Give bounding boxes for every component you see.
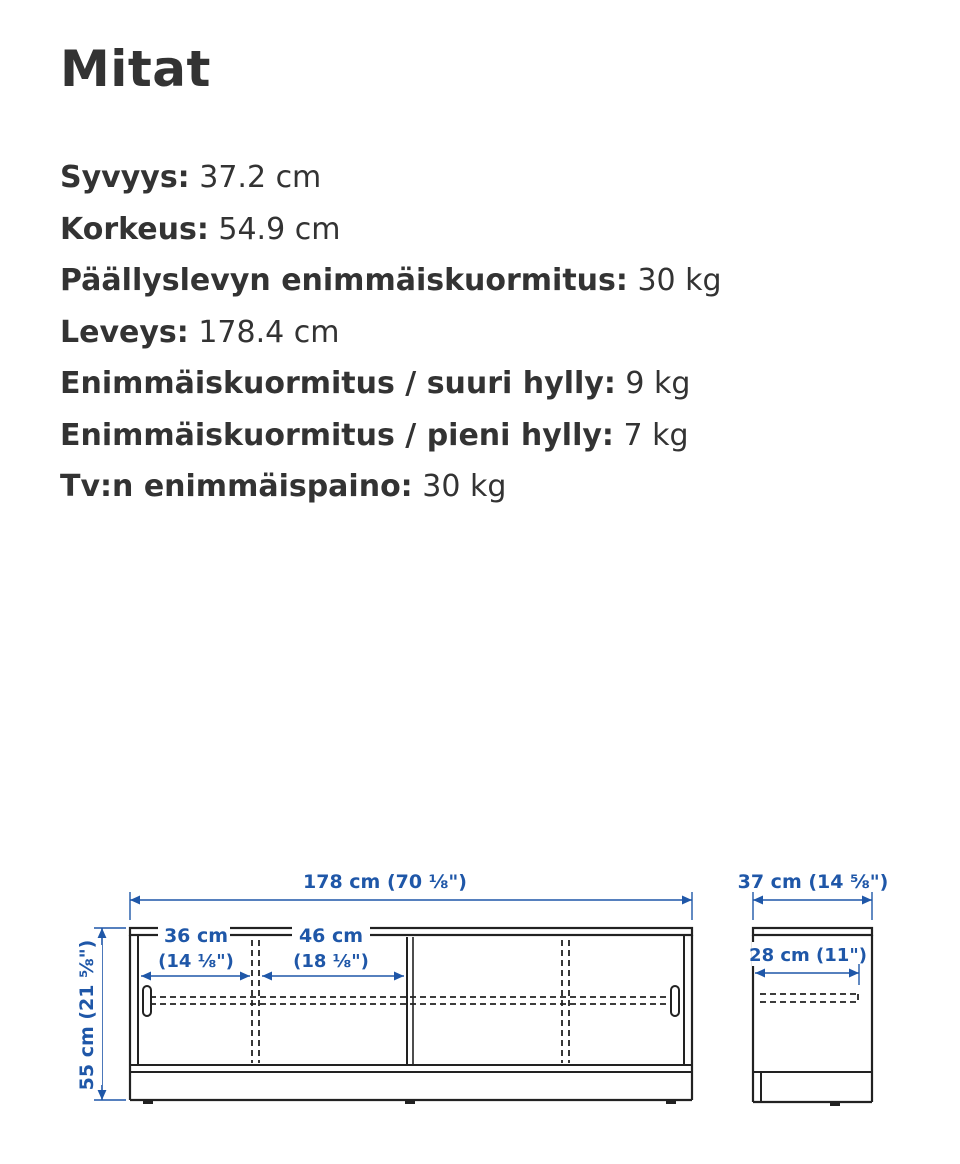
large-shelf-cm-label: 46 cm	[298, 925, 364, 947]
spec-small-shelf-load	[60, 410, 722, 462]
side-view	[738, 871, 889, 1106]
spec-label: Päällyslevyn enimmäiskuormitus:	[60, 263, 628, 298]
spec-label: Enimmäiskuormitus / suuri hylly:	[60, 366, 616, 401]
spec-value: 30 kg	[637, 263, 722, 298]
spec-value: 54.9 cm	[218, 211, 341, 247]
spec-tv-max-weight	[60, 461, 722, 513]
front-width-label: 178 cm (70 ⅛")	[303, 871, 467, 893]
spec-value: 9 kg	[625, 366, 691, 401]
spec-label: Syvyys:	[60, 160, 190, 195]
spec-top-max-load	[60, 255, 722, 307]
front-height-label: 55 cm (21 ⅝")	[76, 939, 98, 1091]
spec-label: Tv:n enimmäispaino:	[60, 469, 413, 504]
spec-height	[60, 204, 722, 256]
spec-value: 178.4 cm	[198, 314, 340, 350]
spec-value: 30 kg	[422, 469, 507, 504]
spec-label: Leveys:	[60, 314, 189, 350]
small-shelf-in-label: (14 ⅛")	[158, 951, 234, 972]
spec-label: Korkeus:	[60, 211, 209, 247]
dimension-drawing	[0, 860, 960, 1120]
small-shelf-cm-label: 36 cm	[163, 925, 229, 947]
page-title: Mitat	[60, 40, 211, 98]
side-inner-depth-label: 28 cm (11")	[749, 945, 867, 966]
dimensions-list	[60, 152, 722, 513]
spec-value: 37.2 cm	[199, 160, 322, 195]
side-depth-label: 37 cm (14 ⅝")	[737, 871, 889, 893]
front-view	[76, 868, 692, 1104]
spec-depth	[60, 152, 722, 204]
spec-value: 7 kg	[623, 417, 689, 453]
spec-width	[60, 307, 722, 359]
spec-label: Enimmäiskuormitus / pieni hylly:	[60, 417, 614, 453]
large-shelf-in-label: (18 ⅛")	[293, 951, 369, 972]
spec-large-shelf-load	[60, 358, 722, 410]
